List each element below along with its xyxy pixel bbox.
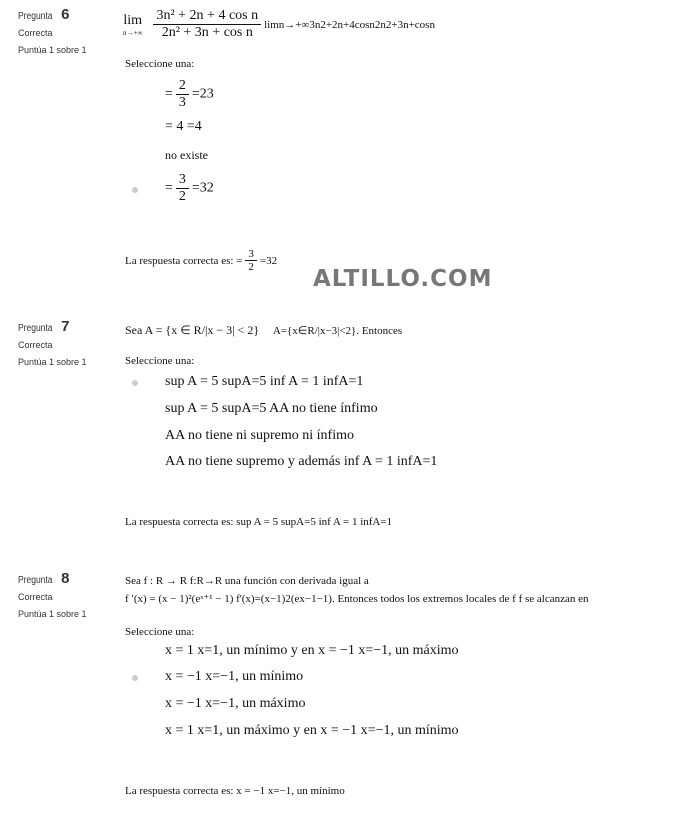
numerator: 2 [176, 78, 189, 95]
stem-alt-text: limn→+∞3n2+2n+4cosn2n2+3n+cosn [264, 18, 435, 31]
option[interactable] [165, 78, 214, 111]
correct-answer [125, 248, 277, 273]
stem-text: A={x∈R/|x−3|<2}. Entonces [272, 325, 403, 337]
eq: = [165, 86, 173, 102]
question-label: Pregunta [18, 11, 53, 22]
stem-math: Sea A = {x ∈ R/|x − 3| < 2} [125, 323, 260, 337]
denominator: 2n² + 3n + cos n [161, 25, 253, 40]
question-stem [123, 8, 435, 41]
numerator: 3n² + 2n + 4 cos n [153, 8, 261, 25]
question-info-8 [18, 570, 87, 623]
radio-selected[interactable] [132, 380, 138, 386]
question-info-6 [18, 6, 87, 59]
question-number: 8 [61, 570, 70, 587]
question-label: Pregunta [18, 575, 53, 586]
question-score: Puntúa 1 sobre 1 [18, 45, 87, 55]
lim-sub: n→+∞ [123, 28, 143, 37]
numerator: 3 [176, 172, 189, 189]
option[interactable]: = 4 =4 [165, 119, 202, 134]
denominator: 3 [178, 95, 186, 110]
correct-answer [125, 785, 345, 797]
denominator: 2 [248, 261, 254, 273]
numerator: 3 [245, 248, 257, 261]
select-label: Seleccione una: [125, 626, 195, 638]
question-score: Puntúa 1 sobre 1 [18, 357, 87, 367]
correct-prefix: La respuesta correcta es: [125, 785, 234, 797]
radio-selected[interactable] [132, 675, 138, 681]
correct-prefix: La respuesta correcta es: [125, 254, 234, 267]
option[interactable]: sup A = 5 supA=5 inf A = 1 infA=1 [165, 374, 364, 389]
select-label: Seleccione una: [125, 58, 195, 70]
eq: = [165, 180, 173, 196]
option[interactable]: AA no tiene supremo y además inf A = 1 infA=1 [165, 454, 438, 469]
question-info-7 [18, 318, 87, 371]
answer-alt: =32 [259, 254, 278, 267]
question-stem-line2: f ′(x) = (x − 1)²(eˣ⁺¹ − 1) f'(x)=(x−1)2(ex−1−1). Entonces todos los extremos locales de f f se alcanzan en [125, 593, 589, 605]
option[interactable]: x = −1 x=−1, un máximo [165, 696, 306, 711]
correct-prefix: La respuesta correcta es: [125, 516, 234, 528]
option-alt: =23 [191, 86, 214, 102]
watermark: ALTILLO.COM [313, 266, 493, 292]
answer-text: x = −1 x=−1, un mínimo [236, 785, 345, 797]
question-status: Correcta [18, 28, 53, 38]
eq: = [236, 254, 243, 267]
question-status: Correcta [18, 340, 53, 350]
option[interactable]: x = 1 x=1, un mínimo y en x = −1 x=−1, un máximo [165, 643, 459, 658]
question-status: Correcta [18, 592, 53, 602]
option[interactable]: x = 1 x=1, un máximo y en x = −1 x=−1, un mínimo [165, 723, 459, 738]
correct-answer [125, 516, 392, 528]
option[interactable]: sup A = 5 supA=5 AA no tiene ínfimo [165, 401, 378, 416]
answer-text: sup A = 5 supA=5 inf A = 1 infA=1 [236, 516, 393, 528]
question-number: 6 [61, 6, 70, 23]
question-stem [125, 323, 402, 338]
option-alt: =32 [191, 180, 214, 196]
select-label: Seleccione una: [125, 355, 195, 367]
question-stem-line1: Sea f : R → R f:R→R una función con derivada igual a [125, 575, 369, 587]
option[interactable]: no existe [165, 148, 208, 162]
option[interactable]: AA no tiene ni supremo ni ínfimo [165, 428, 354, 443]
question-number: 7 [61, 318, 70, 335]
question-label: Pregunta [18, 323, 53, 334]
option[interactable] [165, 172, 214, 205]
denominator: 2 [178, 189, 186, 204]
radio-selected[interactable] [132, 187, 138, 193]
lim: lim [123, 12, 143, 28]
option[interactable]: x = −1 x=−1, un mínimo [165, 669, 304, 684]
question-score: Puntúa 1 sobre 1 [18, 609, 87, 619]
